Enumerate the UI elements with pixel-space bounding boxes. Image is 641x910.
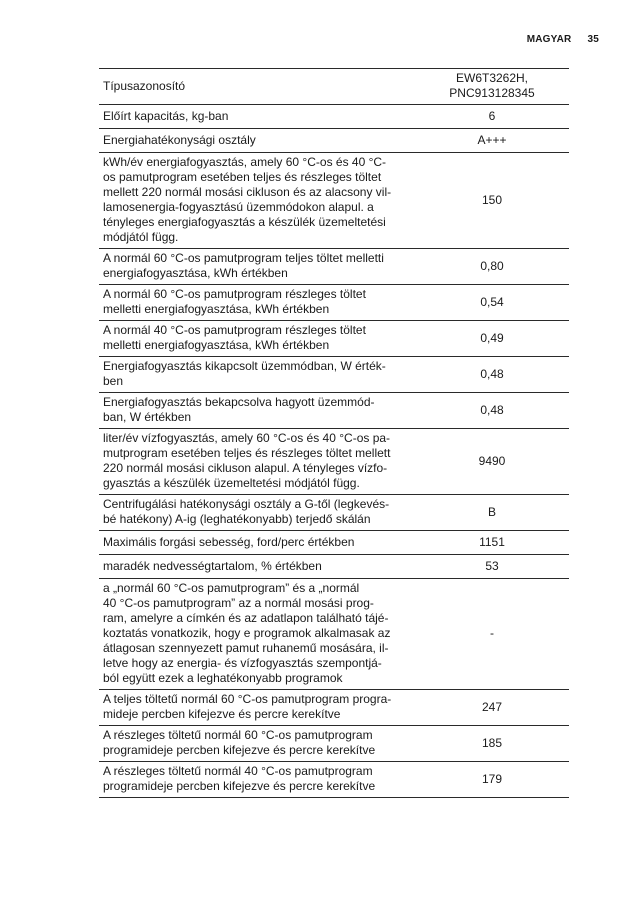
row-value: 1151 (479, 534, 505, 549)
row-label: A részleges töltetű normál 40 °C-os pamutprogram programideje percben kifejezve és percre kerekítve (103, 764, 376, 793)
row-value: B (487, 504, 496, 519)
row-label: A normál 40 °C-os pamutprogram részleges töltet melletti energiafogyasztása, kWh értékben (103, 323, 366, 352)
row-value: 247 (481, 699, 503, 714)
table-row (99, 69, 569, 105)
row-label: kWh/év energiafogyasztás, amely 60 °C-os és 40 °C- os pamutprogram esetében teljes és részleges töltet mellett 220 normál mosási cikluson és az alacsony vil- lamosenergia-fogyasztású üzemmódokon alapul. a tényleges energiafogyasztás a készülék üzemeltetési módjától függ. (103, 155, 392, 244)
row-value: 0,48 (480, 366, 504, 381)
row-value: 9490 (478, 453, 506, 468)
row-value: 6 (488, 108, 496, 123)
row-label: Centrifugálási hatékonysági osztály a G-től (legkevés- bé hatékony) A-ig (leghatékonyabb) terjedő skálán (103, 497, 390, 526)
language-label: MAGYAR (526, 34, 572, 45)
table-row (99, 726, 569, 762)
row-label: maradék nedvességtartalom, % értékben (103, 558, 322, 573)
table-row (99, 531, 569, 555)
row-value: - (490, 626, 494, 640)
table-row (99, 690, 569, 726)
row-value: A+++ (477, 132, 507, 147)
row-label: Maximális forgási sebesség, ford/perc értékben (103, 534, 355, 549)
row-value: 0,49 (480, 330, 504, 345)
table-row (99, 762, 569, 798)
table-row (99, 285, 569, 321)
row-value: 0,80 (480, 258, 504, 273)
row-value: 0,54 (480, 294, 504, 309)
row-label: A részleges töltetű normál 60 °C-os pamutprogram programideje percben kifejezve és percre kerekítve (103, 728, 376, 757)
spec-table-body (99, 69, 569, 798)
row-value: 185 (481, 735, 503, 750)
row-value: 0,48 (480, 402, 504, 417)
row-value: 53 (485, 558, 499, 573)
row-label: a „normál 60 °C-os pamutprogram” és a „normál 40 °C-os pamutprogram” az a normál mosási prog- ram, amelyre a címkén és az adatlapon található tájé- koztatás vonatkozik, hogy e programok alkalmasak az átlagosan szennyezett pamut ruhanemű mosására, il- letve hogy az energia- és vízfogyasztás szempontjá- ból együtt ezek a leghatékonyabb programok (103, 581, 391, 685)
table-row (99, 495, 569, 531)
table-row (99, 429, 569, 495)
row-value: 179 (481, 771, 503, 786)
row-label: Energiahatékonysági osztály (103, 132, 256, 147)
table-row (99, 393, 569, 429)
table-row (99, 105, 569, 129)
table-row (99, 357, 569, 393)
row-label: Energiafogyasztás bekapcsolva hagyott üzemmód- ban, W értékben (103, 395, 375, 424)
table-row (99, 153, 569, 249)
table-row (99, 321, 569, 357)
table-row (99, 555, 569, 579)
row-label: Típusazonosító (103, 78, 186, 93)
row-value: EW6T3262H, PNC913128345 (449, 71, 535, 100)
page-header (527, 34, 599, 45)
page-number: 35 (587, 34, 599, 45)
table-row (99, 129, 569, 153)
table-row (99, 249, 569, 285)
spec-table (99, 68, 569, 798)
row-value: 150 (481, 192, 503, 207)
table-row (99, 579, 569, 690)
row-label: A normál 60 °C-os pamutprogram teljes töltet melletti energiafogyasztása, kWh értékben (103, 251, 384, 280)
row-label: Előírt kapacitás, kg-ban (103, 108, 229, 123)
row-label: Energiafogyasztás kikapcsolt üzemmódban, W érték- ben (103, 359, 386, 388)
row-label: A teljes töltetű normál 60 °C-os pamutprogram progra- mideje percben kifejezve és percre kerekítve (103, 692, 392, 721)
row-label: liter/év vízfogyasztás, amely 60 °C-os és 40 °C-os pa- mutprogram esetében teljes és részleges töltet mellett 220 normál mosási cikluson alapul. A tényleges vízfo- gyasztás a készülék üzemeltetési módjától függ. (103, 431, 391, 490)
row-label: A normál 60 °C-os pamutprogram részleges töltet melletti energiafogyasztása, kWh értékben (103, 287, 366, 316)
